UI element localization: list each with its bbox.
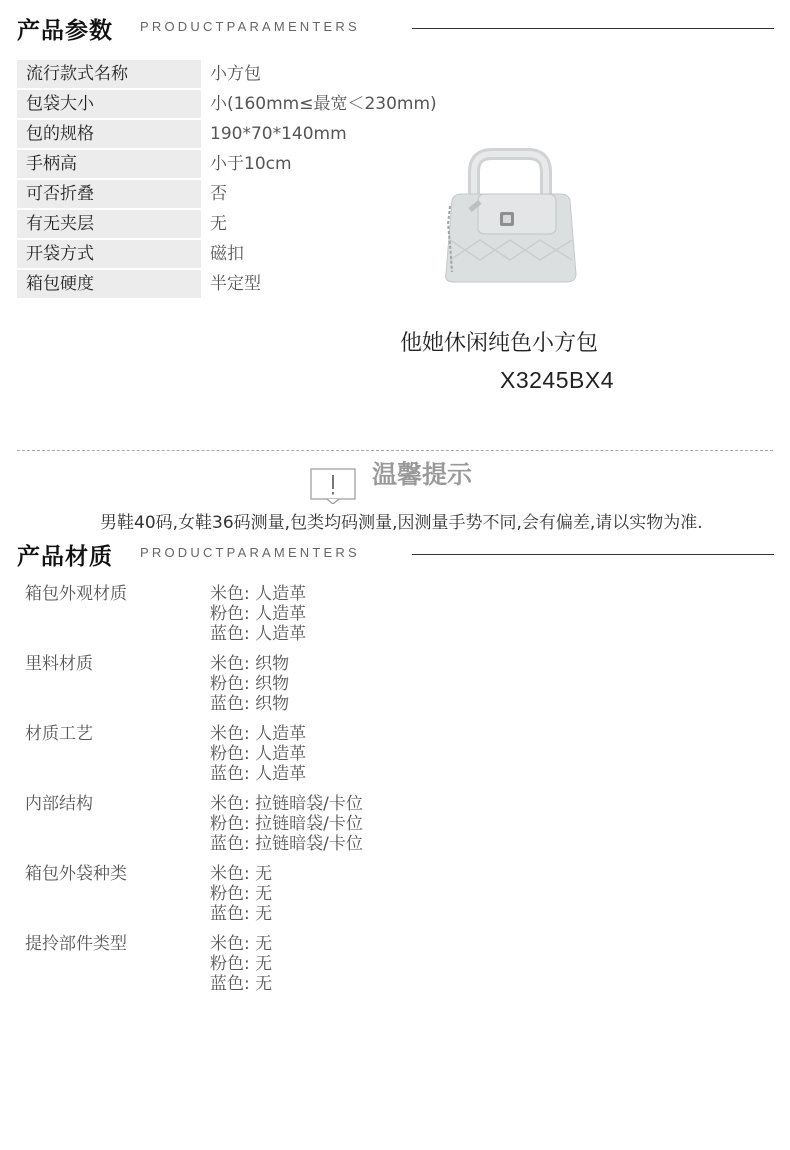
param-value: 小(160mm≤最宽＜230mm) xyxy=(210,94,437,114)
material-value: 粉色: 拉链暗袋/卡位 xyxy=(210,814,363,834)
param-value: 否 xyxy=(210,184,227,204)
param-value: 半定型 xyxy=(210,274,261,294)
params-section-subtitle: PRODUCTPARAMENTERS xyxy=(140,19,360,34)
section-divider-line xyxy=(412,554,774,555)
material-value: 米色: 无 xyxy=(210,864,273,884)
material-value: 米色: 人造革 xyxy=(210,584,307,604)
param-label: 手柄高 xyxy=(17,150,201,178)
material-row xyxy=(25,654,725,724)
param-value: 小方包 xyxy=(210,64,261,84)
param-value: 190*70*140mm xyxy=(210,124,347,144)
param-label: 有无夹层 xyxy=(17,210,201,238)
section-divider-line xyxy=(412,28,774,29)
handbag-image xyxy=(440,148,580,288)
material-value: 粉色: 织物 xyxy=(210,674,290,694)
exclamation-box-icon xyxy=(310,468,356,504)
materials-section-subtitle: PRODUCTPARAMENTERS xyxy=(140,545,360,560)
material-row xyxy=(25,934,725,1004)
material-label: 箱包外观材质 xyxy=(25,584,127,604)
material-value: 粉色: 无 xyxy=(210,954,273,974)
material-value: 粉色: 无 xyxy=(210,884,273,904)
material-label: 内部结构 xyxy=(25,794,93,814)
material-row xyxy=(25,724,725,794)
material-value: 粉色: 人造革 xyxy=(210,744,307,764)
material-value: 蓝色: 拉链暗袋/卡位 xyxy=(210,834,363,854)
material-value: 蓝色: 人造革 xyxy=(210,764,307,784)
material-value: 粉色: 人造革 xyxy=(210,604,307,624)
param-label: 开袋方式 xyxy=(17,240,201,268)
material-values xyxy=(210,584,306,644)
material-value: 蓝色: 人造革 xyxy=(210,624,307,644)
tip-text: 男鞋40码,女鞋36码测量,包类均码测量,因测量手势不同,会有偏差,请以实物为准. xyxy=(100,513,703,533)
param-value: 小于10cm xyxy=(210,154,292,174)
params-section-header xyxy=(0,10,790,46)
param-value: 磁扣 xyxy=(210,244,244,264)
material-row xyxy=(25,584,725,654)
material-value: 蓝色: 无 xyxy=(210,904,273,924)
param-value: 无 xyxy=(210,214,227,234)
material-values xyxy=(210,864,272,924)
param-label: 箱包硬度 xyxy=(17,270,201,298)
params-section-title: 产品参数 xyxy=(17,18,113,44)
material-row xyxy=(25,794,725,864)
materials-list xyxy=(25,584,725,1004)
material-label: 里料材质 xyxy=(25,654,93,674)
tip-title: 温馨提示 xyxy=(372,460,473,489)
materials-section-header xyxy=(0,536,790,572)
material-value: 米色: 拉链暗袋/卡位 xyxy=(210,794,363,814)
param-label: 包的规格 xyxy=(17,120,201,148)
material-value: 蓝色: 织物 xyxy=(210,694,290,714)
material-value: 米色: 无 xyxy=(210,934,273,954)
param-label: 可否折叠 xyxy=(17,180,201,208)
param-label: 包袋大小 xyxy=(17,90,201,118)
material-value: 米色: 织物 xyxy=(210,654,290,674)
material-values xyxy=(210,934,272,994)
material-values xyxy=(210,654,289,714)
material-label: 提拎部件类型 xyxy=(25,934,127,954)
material-values xyxy=(210,724,306,784)
product-name: 他她休闲纯色小方包 xyxy=(400,331,599,356)
materials-section-title: 产品材质 xyxy=(17,544,113,570)
material-row xyxy=(25,864,725,934)
param-label: 流行款式名称 xyxy=(17,60,201,88)
material-values xyxy=(210,794,363,854)
material-value: 米色: 人造革 xyxy=(210,724,307,744)
product-code: X3245BX4 xyxy=(500,367,614,393)
material-label: 材质工艺 xyxy=(25,724,93,744)
dashed-separator xyxy=(17,450,773,451)
material-value: 蓝色: 无 xyxy=(210,974,273,994)
material-label: 箱包外袋种类 xyxy=(25,864,127,884)
